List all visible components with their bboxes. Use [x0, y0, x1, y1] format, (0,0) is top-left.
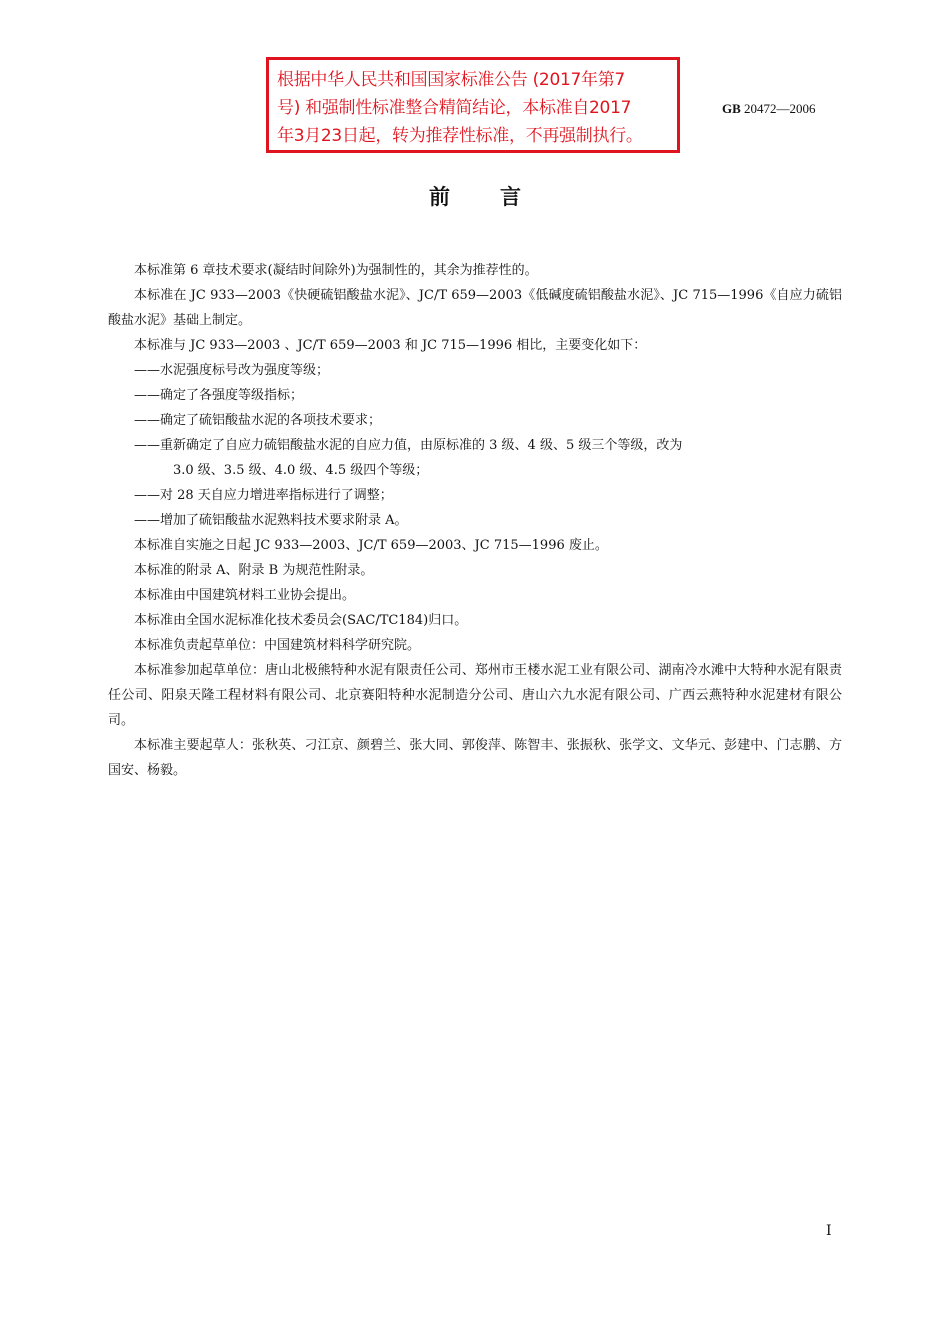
- standard-code: [722, 101, 816, 117]
- change-item: ——确定了各强度等级指标；: [134, 388, 304, 403]
- change-item-continuation: 3.0 级、3.5 级、4.0 级、4.5 级四个等级；: [173, 463, 429, 478]
- regulatory-notice-box: [266, 57, 680, 153]
- document-body: [108, 258, 842, 783]
- page-number: I: [826, 1223, 832, 1239]
- paragraph: 本标准自实施之日起 JC 933—2003、JC/T 659—2003、JC 715—1996 废止。: [134, 538, 608, 553]
- standard-number: 20472—2006: [744, 101, 816, 116]
- standard-prefix: GB: [722, 101, 741, 116]
- paragraph: 本标准与 JC 933—2003 、JC/T 659—2003 和 JC 715—1996 相比，主要变化如下：: [134, 338, 647, 353]
- change-item: ——确定了硫铝酸盐水泥的各项技术要求；: [134, 413, 382, 428]
- change-item: ——对 28 天自应力增进率指标进行了调整；: [134, 488, 393, 503]
- paragraph: 本标准在 JC 933—2003《快硬硫铝酸盐水泥》、JC/T 659—2003《低碱度硫铝酸盐水泥》、JC 715—1996《自应力硫铝酸盐水泥》基础上制定。: [108, 288, 842, 328]
- paragraph: 本标准由全国水泥标准化技术委员会(SAC/TC184)归口。: [134, 613, 468, 628]
- paragraph: 本标准第 6 章技术要求(凝结时间除外)为强制性的，其余为推荐性的。: [134, 263, 538, 278]
- paragraph: 本标准参加起草单位：唐山北极熊特种水泥有限责任公司、郑州市王楼水泥工业有限公司、湖南冷水滩中大特种水泥有限责任公司、阳泉天隆工程材料有限公司、北京赛阳特种水泥制造分公司、唐山六九水泥有限公司、广西云燕特种水泥建材有限公司。: [108, 663, 842, 728]
- change-item: ——增加了硫铝酸盐水泥熟料技术要求附录 A。: [134, 513, 408, 528]
- paragraph: 本标准由中国建筑材料工业协会提出。: [134, 588, 356, 603]
- notice-line: 根据中华人民共和国国家标准公告 (2017年第7: [277, 70, 625, 90]
- paragraph: 本标准负责起草单位：中国建筑材料科学研究院。: [134, 638, 421, 653]
- change-item: ——水泥强度标号改为强度等级；: [134, 363, 330, 378]
- change-item: [108, 433, 842, 483]
- paragraph: 本标准的附录 A、附录 B 为规范性附录。: [134, 563, 374, 578]
- paragraph: 本标准主要起草人：张秋英、刁江京、颜碧兰、张大同、郭俊萍、陈智丰、张振秋、张学文、文华元、彭建中、门志鹏、方国安、杨毅。: [108, 738, 842, 778]
- change-item-text: ——重新确定了自应力硫铝酸盐水泥的自应力值，由原标准的 3 级、4 级、5 级三个等级，改为: [134, 438, 683, 453]
- notice-line: 年3月23日起，转为推荐性标准，不再强制执行。: [277, 126, 643, 146]
- notice-line: 号) 和强制性标准整合精简结论，本标准自2017: [277, 98, 632, 118]
- page-title: 前言: [429, 185, 571, 209]
